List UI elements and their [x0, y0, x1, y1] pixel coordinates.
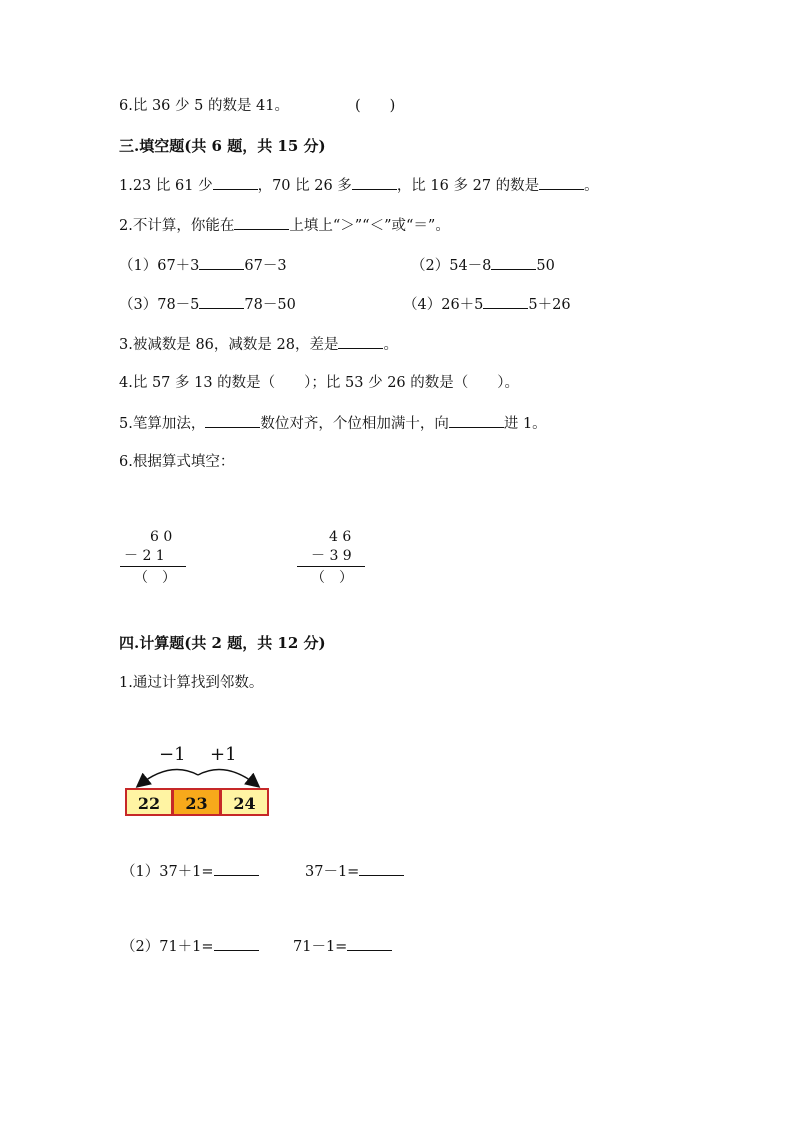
question-text: 进 1。	[503, 416, 547, 432]
plus-one-label: +1	[210, 744, 237, 765]
question-text: 。	[383, 337, 398, 353]
question-text: 。	[584, 178, 599, 194]
answer-blank[interactable]	[347, 936, 392, 951]
expression-right: 78－50	[244, 297, 296, 313]
expression: 37－1=	[305, 864, 360, 880]
number-box-left: 22	[125, 788, 173, 816]
question-text: ，比 16 多 27 的数是	[396, 178, 540, 194]
question-text: 2.不计算，你能在	[119, 218, 235, 234]
calc-row-1a	[121, 861, 259, 882]
question-text: 上填上“＞”“＜”或“＝”。	[289, 218, 450, 234]
fill-question-4: 4.比 57 多 13 的数是（ ）；比 53 少 26 的数是（ ）。	[119, 375, 520, 391]
arrow-right-icon	[198, 770, 258, 786]
expression-left: （4）26＋5	[403, 297, 484, 313]
calc-row-2a	[121, 936, 259, 957]
result-parentheses[interactable]: （ ）	[134, 570, 176, 586]
minuend: 4 6	[329, 529, 352, 545]
answer-blank[interactable]	[214, 936, 259, 951]
number-box-middle: 23	[173, 788, 221, 816]
expression: （1）37＋1=	[121, 864, 214, 880]
answer-blank[interactable]	[359, 861, 404, 876]
question-text: 3.被减数是 86，减数是 28，差是	[119, 337, 339, 353]
expression-left: （2）54－8	[411, 258, 492, 274]
answer-parentheses[interactable]: ( )	[355, 98, 396, 114]
arrow-left-icon	[138, 770, 198, 786]
subtrahend: － 2 1	[124, 548, 165, 564]
section-title-calculation: 四.计算题(共 2 题，共 12 分)	[119, 634, 326, 652]
expression-right: 50	[536, 258, 555, 274]
expression-left: （3）78－5	[119, 297, 200, 313]
calc-row-2b	[293, 936, 392, 957]
section-title-fill-blank: 三.填空题(共 6 题，共 15 分)	[119, 137, 326, 155]
calc-row-1b	[305, 861, 404, 882]
expression-right: 5＋26	[528, 297, 571, 313]
subtrahend: － 3 9	[311, 548, 352, 564]
expression: （2）71＋1=	[121, 939, 214, 955]
expression: 71－1=	[293, 939, 348, 955]
expression-right: 67－3	[244, 258, 287, 274]
question-text: 5.笔算加法，	[119, 416, 206, 432]
expression-left: （1）67＋3	[119, 258, 200, 274]
question-text: 1.23 比 61 少	[119, 178, 213, 194]
result-parentheses[interactable]: （ ）	[311, 570, 353, 586]
number-box-right: 24	[221, 788, 269, 816]
minuend: 6 0	[150, 529, 173, 545]
question-text: 6.比 36 少 5 的数是 41。	[119, 98, 290, 114]
minus-one-label: −1	[159, 744, 186, 765]
fill-question-6: 6.根据算式填空：	[119, 454, 235, 470]
question-text: 数位对齐，个位相加满十，向	[260, 416, 449, 432]
calc-question-1: 1.通过计算找到邻数。	[119, 675, 264, 691]
answer-blank[interactable]	[214, 861, 259, 876]
question-text: ，70 比 26 多	[257, 178, 352, 194]
